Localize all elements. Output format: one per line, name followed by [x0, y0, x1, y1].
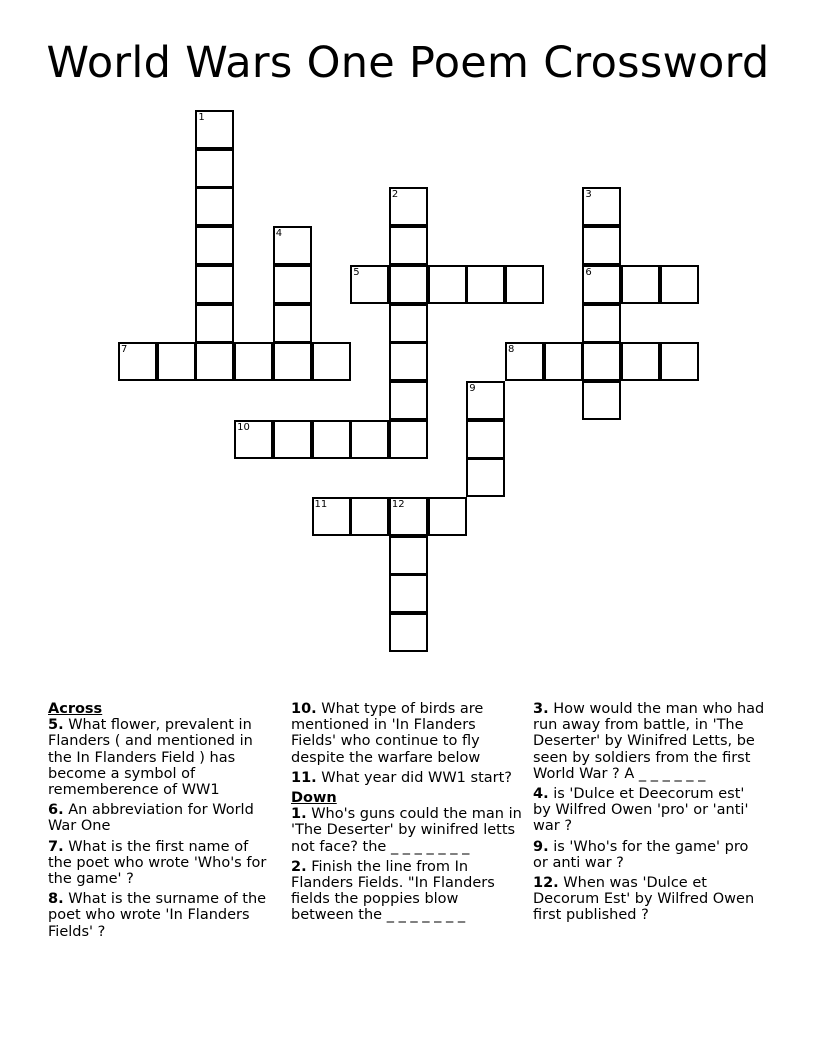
grid-cell[interactable] — [466, 381, 505, 420]
grid-cell[interactable] — [273, 420, 312, 459]
grid-cell[interactable] — [389, 613, 428, 652]
grid-cell[interactable] — [389, 187, 428, 226]
cell-number: 10 — [237, 421, 250, 433]
grid-cell[interactable] — [582, 187, 621, 226]
grid-cell[interactable] — [389, 381, 428, 420]
grid-cell[interactable] — [273, 226, 312, 265]
across-clue-8: 8. What is the surname of the poet who wrote 'In Flanders Fields' ? — [48, 891, 267, 940]
down-clue-3: 3. How would the man who had run away from battle, in 'The Deserter' by Winifred Letts, be seen by soldiers from the first World War ? A _ _ _ _ _ _ — [533, 701, 765, 782]
grid-cell[interactable] — [660, 342, 699, 381]
grid-cell[interactable] — [312, 342, 351, 381]
grid-cell[interactable] — [505, 342, 544, 381]
grid-cell[interactable] — [273, 304, 312, 343]
down-clue-2: 2. Finish the line from In Flanders Fields. "In Flanders fields the poppies blow between the _ _ _ _ _ _ _ — [291, 858, 495, 924]
grid-cell[interactable] — [389, 304, 428, 343]
grid-cell[interactable] — [582, 381, 621, 420]
clues-column-1 — [48, 701, 276, 944]
cell-number: 8 — [508, 344, 515, 356]
grid-cell[interactable] — [312, 420, 351, 459]
grid-cell[interactable] — [389, 342, 428, 381]
grid-cell[interactable] — [621, 342, 660, 381]
clues-column-2 — [291, 701, 523, 928]
down-clue-12: 12. When was 'Dulce et Decorum Est' by Wilfred Owen first published ? — [533, 875, 755, 924]
grid-cell[interactable] — [195, 149, 234, 188]
grid-cell[interactable] — [389, 420, 428, 459]
puzzle-title: World Wars One Poem Crossword — [46, 38, 770, 88]
cell-number: 9 — [469, 382, 476, 394]
cell-number: 2 — [391, 189, 399, 201]
across-header: Across — [48, 701, 103, 717]
grid-cell[interactable] — [234, 420, 273, 459]
grid-cell[interactable] — [195, 265, 234, 304]
cell-number: 11 — [314, 499, 328, 510]
grid-cell[interactable] — [118, 342, 157, 381]
across-clue-5: 5. What flower, prevalent in Flanders ( and mentioned in the In Flanders Field ) has become a symbol of rememberence of WW1 — [48, 717, 253, 799]
grid-cell[interactable] — [195, 342, 234, 381]
grid-cell[interactable] — [544, 342, 583, 381]
down-clue-1: 1. Who's guns could the man in 'The Deserter' by winifred letts not face? the _ _ _ _ _ _ _ — [291, 806, 522, 855]
grid-cell[interactable] — [273, 265, 312, 304]
down-header: Down — [291, 790, 337, 807]
grid-cell[interactable] — [195, 304, 234, 343]
grid-cell[interactable] — [466, 420, 505, 459]
grid-cell[interactable] — [350, 420, 389, 459]
grid-cell[interactable] — [660, 265, 699, 304]
cell-number: 4 — [275, 228, 283, 240]
clues-column-3 — [533, 701, 765, 928]
grid-cell[interactable] — [350, 497, 389, 536]
grid-cell[interactable] — [621, 265, 660, 304]
grid-cell[interactable] — [312, 497, 351, 536]
grid-cell[interactable] — [582, 265, 621, 304]
across-clue-6: 6. An abbreviation for World War One — [48, 802, 254, 835]
across-clue-7: 7. What is the first name of the poet who wrote 'Who's for the game' ? — [48, 838, 267, 888]
grid-cell[interactable] — [389, 574, 428, 613]
grid-cell[interactable] — [428, 265, 467, 304]
cell-number: 12 — [391, 499, 405, 510]
grid-cell[interactable] — [389, 497, 428, 536]
down-clue-4: 4. is 'Dulce et Deecorum est' by Wilfred Owen 'pro' or 'anti' war ? — [533, 786, 749, 835]
cell-number: 6 — [585, 266, 592, 278]
grid-cell[interactable] — [389, 265, 428, 304]
grid-cell[interactable] — [234, 342, 273, 381]
grid-cell[interactable] — [582, 304, 621, 343]
cell-number: 1 — [198, 112, 205, 123]
across-clue-11: 11. What year did WW1 start? — [291, 769, 512, 786]
grid-cell[interactable] — [389, 226, 428, 265]
cell-number: 7 — [121, 344, 128, 356]
grid-cell[interactable] — [157, 342, 196, 381]
grid-cell[interactable] — [466, 458, 505, 497]
grid-cell[interactable] — [350, 265, 389, 304]
grid-cell[interactable] — [273, 342, 312, 381]
grid-cell[interactable] — [195, 110, 234, 149]
grid-cell[interactable] — [195, 226, 234, 265]
grid-cell[interactable] — [428, 497, 467, 536]
grid-cell[interactable] — [389, 536, 428, 575]
down-clue-9: 9. is 'Who's for the game' pro or anti war ? — [533, 838, 749, 871]
across-clue-10: 10. What type of birds are mentioned in 'In Flanders Fields' who continue to fly despite the warfare below — [291, 701, 484, 766]
grid-cell[interactable] — [582, 226, 621, 265]
grid-cell[interactable] — [466, 265, 505, 304]
grid-cell[interactable] — [195, 187, 234, 226]
cell-number: 5 — [353, 266, 360, 278]
cell-number: 3 — [585, 189, 592, 201]
grid-cell[interactable] — [582, 342, 621, 381]
grid-cell[interactable] — [505, 265, 544, 304]
